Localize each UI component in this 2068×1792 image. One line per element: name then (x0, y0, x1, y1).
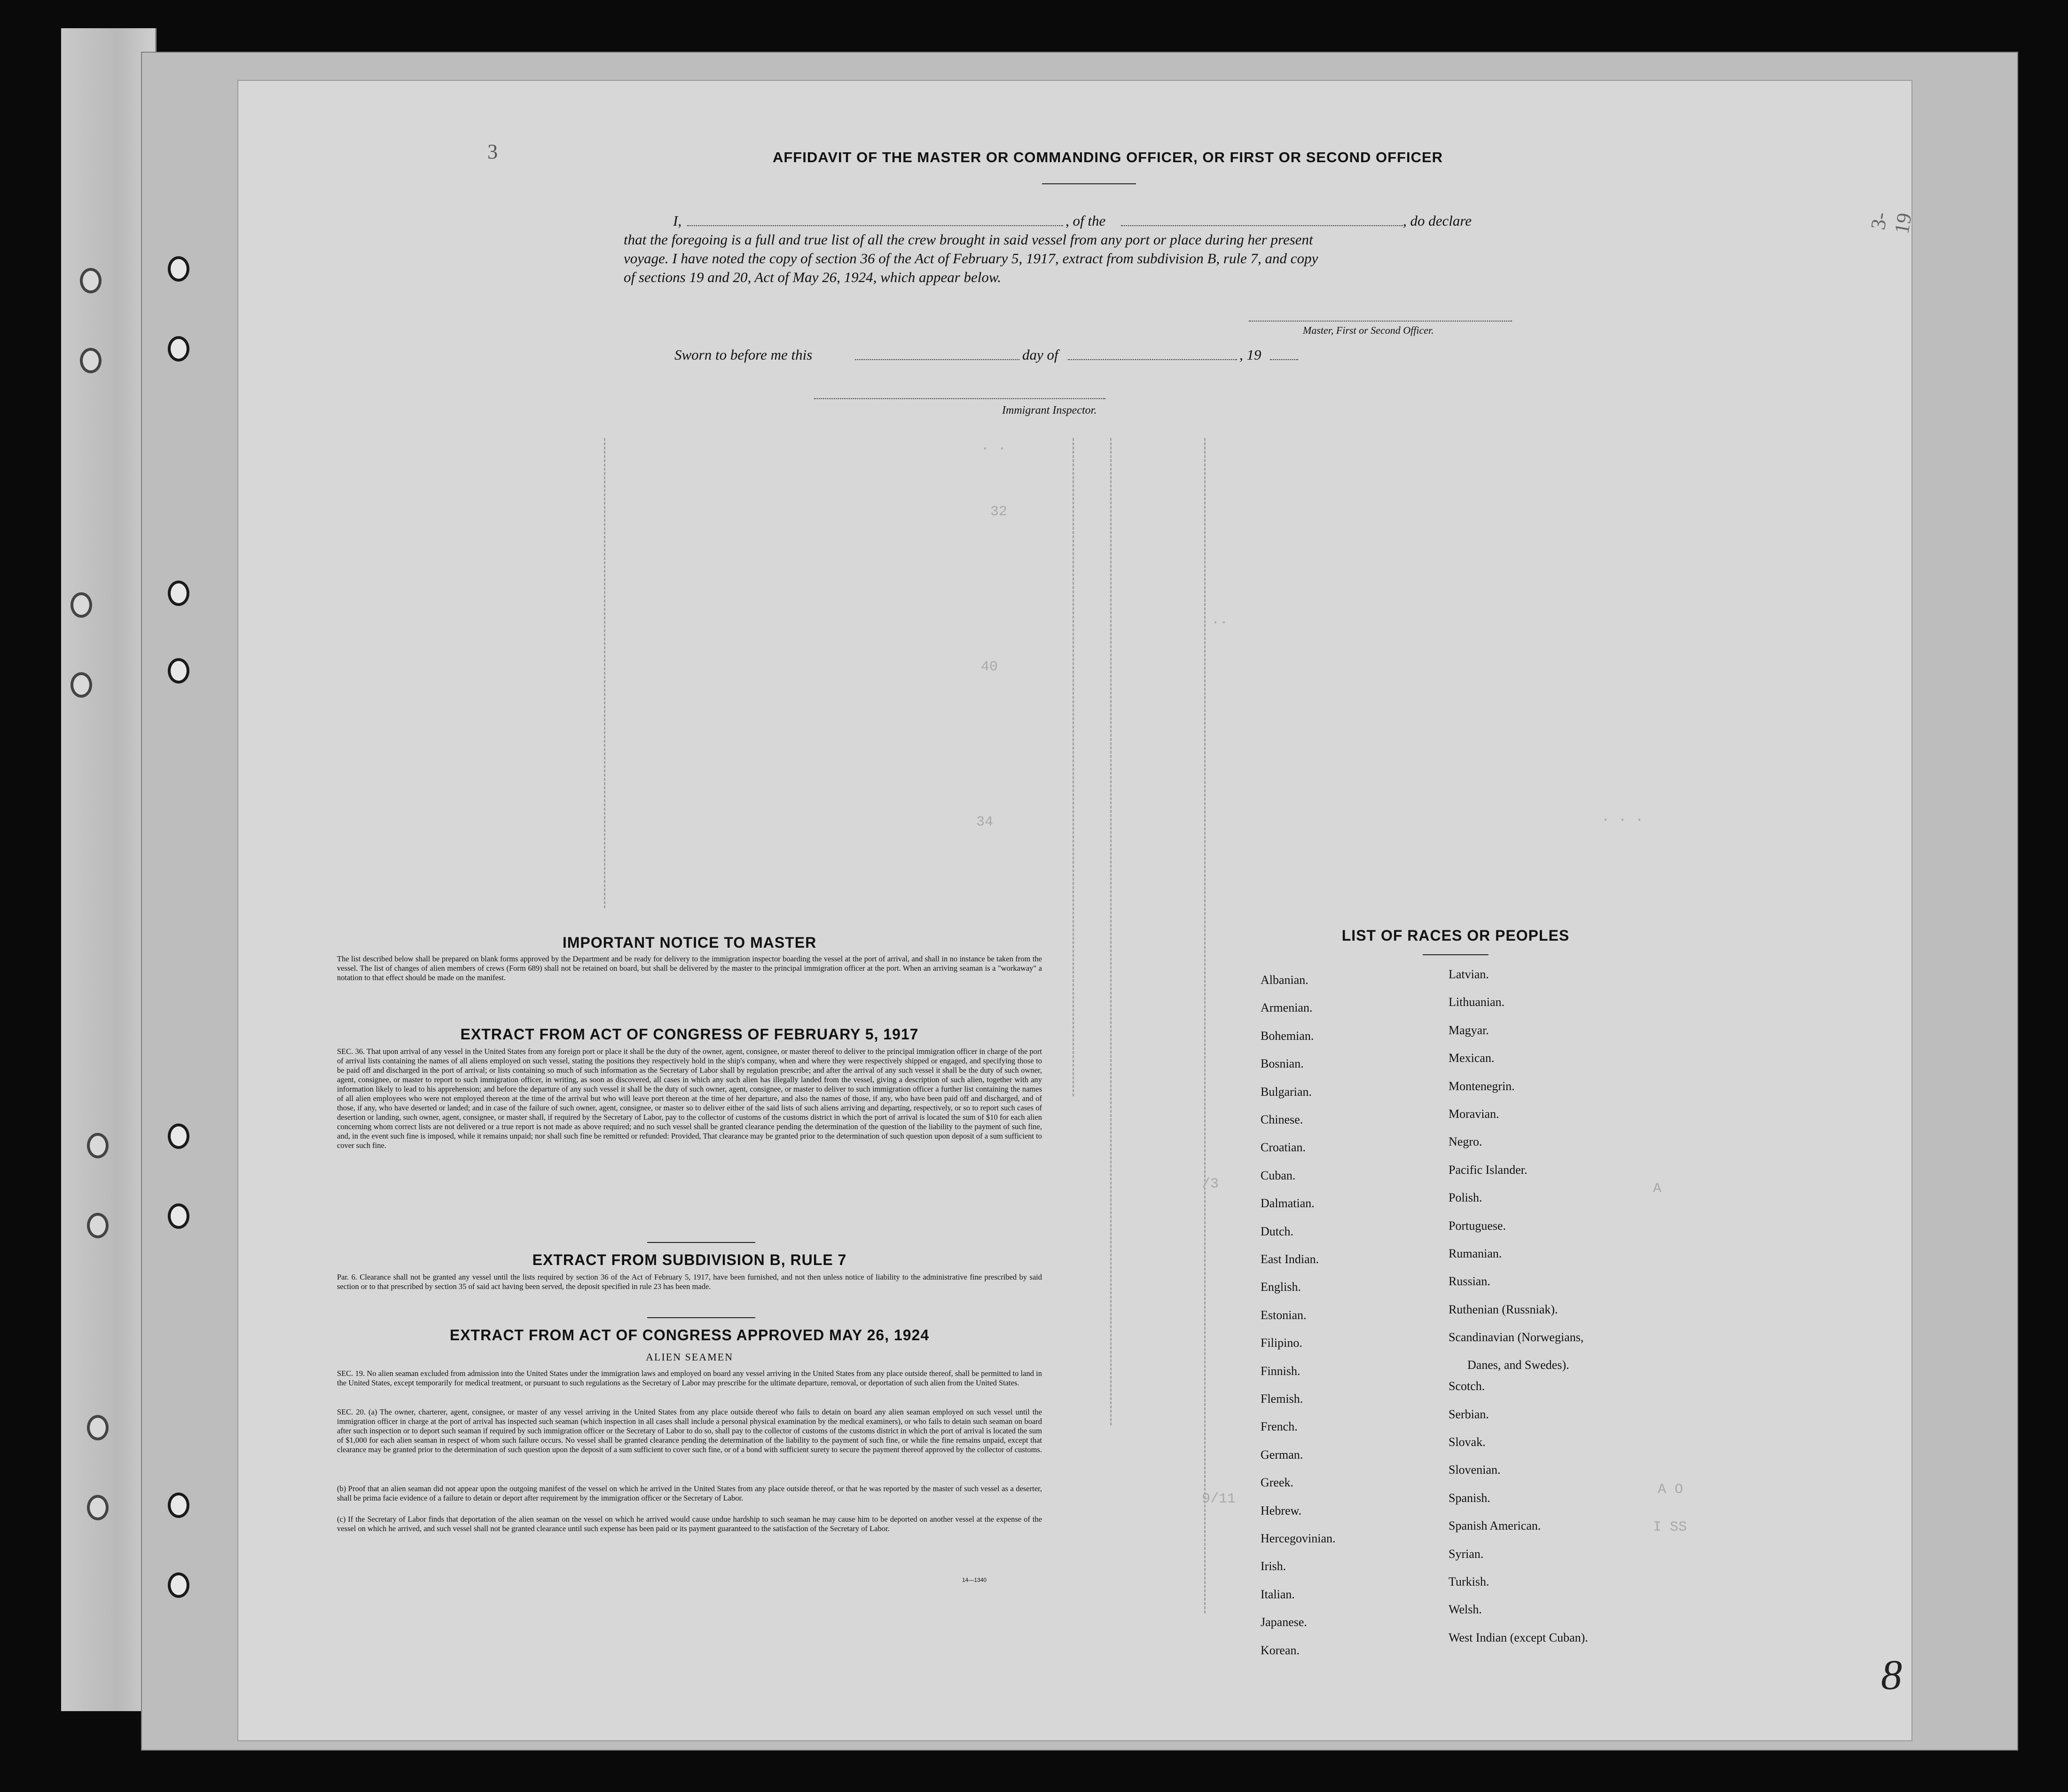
do-declare-label: , do declare (1403, 212, 1472, 229)
race-item: Portuguese. (1449, 1218, 1506, 1233)
year-line (1270, 359, 1298, 360)
race-item: Flemish. (1261, 1392, 1303, 1406)
race-item: Japanese. (1261, 1615, 1307, 1629)
section-divider (647, 1317, 755, 1318)
master-signature-line (1249, 321, 1512, 322)
punch-hole-icon (70, 672, 92, 698)
manifest-page (237, 80, 1916, 1741)
races-title: LIST OF RACES OR PEOPLES (1341, 927, 1570, 944)
race-item: Ruthenian (Russniak). (1449, 1302, 1558, 1316)
inspector-signature-line (814, 398, 1105, 399)
race-item: Armenian. (1261, 1001, 1313, 1015)
section-divider (647, 1242, 755, 1243)
punch-hole-icon (80, 268, 102, 293)
race-item: English. (1261, 1280, 1301, 1294)
rule7-title: EXTRACT FROM SUBDIVISION B, RULE 7 (532, 1251, 847, 1268)
sec20c-text: (c) If the Secretary of Labor finds that deportation of the alien seaman on the vessel on which he arrived would cause undue hardship to such seaman he may cause him to be deported on another vessel at the expense of the vessel on which he arrived, and such vessel shall not be granted clearance until such expense has been paid or its payment guaranteed to the satisfaction of the Secretary of Labor. (337, 1515, 1042, 1533)
sec19-text: SEC. 19. No alien seaman excluded from admission into the United States under the immigration laws and employed on board any vessel arriving in the United States from any place outside thereof, shall be permitted to land in the United States, except temporarily for medical treatment, or pursuant to such regulations as the Secretary of Labor may prescribe for the ultimate departure, removal, or deportation of such alien from the United States. (337, 1369, 1042, 1387)
extract-1924-title: EXTRACT FROM ACT OF CONGRESS APPROVED MAY 26, 1924 (449, 1327, 930, 1344)
punch-hole-icon (168, 581, 189, 606)
corner-mark-top-right: 3-19 (1866, 210, 1916, 236)
form-number: 14—1340 (962, 1577, 987, 1583)
bleed-column-line (1204, 438, 1206, 1613)
affidavit-body-2: voyage. I have noted the copy of section 36 of the Act of February 5, 1917, extract from subdivision B, rule 7, and copy (624, 250, 1318, 267)
race-item: Albanian. (1261, 973, 1308, 987)
affidavit-i-label: I, (673, 212, 682, 229)
race-item: Cuban. (1261, 1168, 1296, 1182)
notice-text: The list described below shall be prepared on blank forms approved by the Department and be ready for delivery to the immigration inspector boarding the vessel at the port of arrival, and shall in no instance be taken from the vessel. The list of changes of alien members of crews (Form 689) shall not be retained on board, but shall be delivered by the master to the principal immigration officer at the port. When an arriving seaman is a "workaway" a notation to that effect should be made on the manifest. (337, 954, 1042, 982)
punch-hole-icon (168, 1493, 189, 1518)
race-item: Spanish American. (1449, 1519, 1541, 1533)
punch-hole-icon (168, 1124, 189, 1149)
race-item: Negro. (1449, 1135, 1482, 1149)
bleed-mark: 32 (990, 504, 1008, 520)
punch-hole-icon (168, 256, 189, 282)
affidavit-title: AFFIDAVIT OF THE MASTER OR COMMANDING OFFICER, OR FIRST OR SECOND OFFICER (772, 149, 1443, 165)
race-item: Russian. (1449, 1274, 1490, 1289)
race-item: Hercegovinian. (1261, 1532, 1336, 1545)
bleed-mark: /3 (1202, 1176, 1219, 1192)
extract-1917-title: EXTRACT FROM ACT OF CONGRESS OF FEBRUARY 5, 1917 (460, 1026, 919, 1043)
inspector-label: Immigrant Inspector. (1002, 404, 1097, 417)
notice-title: IMPORTANT NOTICE TO MASTER (562, 934, 817, 951)
sworn-day-line (855, 359, 1019, 360)
race-item: Estonian. (1261, 1308, 1307, 1322)
race-item: Greek. (1261, 1476, 1294, 1490)
day-of-label: day of (1022, 346, 1058, 363)
sec20b-text: (b) Proof that an alien seaman did not appear upon the outgoing manifest of the vessel on which he arrived in the United States from any place outside thereof, or that he was reported by the master of such vessel as a deserter, shall be prima facie evidence of a failure to detain or deport after requirement by the immigration officer or the Secretary of Labor. (337, 1484, 1042, 1502)
race-item: Turkish. (1449, 1574, 1489, 1588)
sec20a-text: SEC. 20. (a) The owner, charterer, agent, consignee, or master of any vessel arriving in the United States from any place outside thereof who fails to detain on board any alien seaman employed on such vessel until the immigration officer in charge at the port of arrival has inspected such seaman (which inspection in all cases shall include a personal physical examination by the medical examiners), or who fails to detain such seaman on board after such inspection or to deport such seaman if required by such immigration officer or the Secretary of Labor to do so, shall pay to the collector of customs of the customs district in which the port of arrival is located the sum of $1,000 for each alien seaman in respect of whom such failure occurs. No vessel shall be granted clearance pending the determination of the liability to the payment of such fine, or while the fine remains unpaid, except that clearance may be granted prior to the determination of such question upon the deposit of a sum sufficient to cover such fine, or of a bond with sufficient surety to secure the payment thereof approved by the collector of customs. (337, 1407, 1042, 1454)
bleed-mark: . . (981, 438, 1007, 454)
punch-hole-icon (87, 1213, 109, 1238)
race-item: Montenegrin. (1449, 1079, 1515, 1093)
race-item: Scandinavian (Norwegians, (1449, 1330, 1584, 1344)
race-item: Hebrew. (1261, 1503, 1302, 1517)
punch-hole-icon (87, 1133, 109, 1158)
bleed-column-line (1110, 438, 1112, 1425)
sworn-label: Sworn to before me this (674, 346, 813, 363)
race-item: Rumanian. (1449, 1247, 1502, 1260)
race-item: Italian. (1261, 1587, 1295, 1601)
race-item: Magyar. (1449, 1023, 1489, 1037)
punch-hole-icon (168, 658, 189, 684)
race-item: Dalmatian. (1261, 1196, 1315, 1210)
race-item: Filipino. (1261, 1336, 1302, 1350)
bleed-mark: A O (1658, 1482, 1684, 1498)
race-item: Lithuanian. (1449, 995, 1505, 1009)
year-prefix-label: , 19 (1239, 346, 1261, 363)
punch-hole-icon (87, 1415, 109, 1440)
race-item: Irish. (1261, 1559, 1286, 1573)
race-item: Danes, and Swedes). (1467, 1358, 1569, 1372)
bleed-mark: 34 (976, 814, 994, 830)
race-item: Polish. (1449, 1191, 1482, 1205)
master-signature-label: Master, First or Second Officer. (1303, 324, 1434, 336)
race-item: Latvian. (1449, 967, 1489, 981)
race-item: Croatian. (1261, 1140, 1306, 1155)
race-item: French. (1261, 1420, 1298, 1434)
races-underline (1423, 954, 1488, 955)
affidavit-body-3: of sections 19 and 20, Act of May 26, 1924, which appear below. (624, 269, 1002, 285)
affidavit-body-1: that the foregoing is a full and true list of all the crew brought in said vessel from any port or place during her present (624, 231, 1313, 248)
bleed-mark: 40 (981, 659, 998, 675)
race-item: Bosnian. (1261, 1057, 1304, 1071)
race-item: Welsh. (1449, 1603, 1482, 1617)
bleed-mark: A (1653, 1181, 1662, 1197)
bleed-mark: I SS (1653, 1519, 1687, 1535)
race-item: Moravian. (1449, 1107, 1499, 1121)
race-item: Slovenian. (1449, 1463, 1501, 1477)
corner-mark-bottom-right: 8 (1881, 1652, 1902, 1698)
race-item: Scotch. (1449, 1379, 1485, 1393)
race-item: East Indian. (1261, 1252, 1319, 1266)
alien-seamen-subtitle: ALIEN SEAMEN (646, 1351, 733, 1363)
race-item: Dutch. (1261, 1224, 1294, 1238)
rule7-text: Par. 6. Clearance shall not be granted any vessel until the lists required by section 36 of the Act of February 5, 1917, have been furnished, and not then unless notice of liability to the administrative fine prescribed by said section or to that prescribed by section 35 of said act having been served, the deposit specified in rule 23 has been made. (337, 1273, 1042, 1291)
title-underline (1042, 183, 1136, 184)
vessel-line (1121, 225, 1403, 226)
punch-hole-icon (87, 1495, 109, 1520)
race-item: West Indian (except Cuban). (1449, 1630, 1588, 1644)
race-item: Pacific Islander. (1449, 1163, 1528, 1177)
punch-hole-icon (168, 1572, 189, 1598)
race-item: German. (1261, 1447, 1303, 1462)
bleed-mark: 9/11 (1202, 1491, 1236, 1507)
punch-hole-icon (168, 1203, 189, 1229)
race-item: Bulgarian. (1261, 1085, 1312, 1099)
punch-hole-icon (168, 336, 189, 362)
sworn-month-line (1068, 359, 1237, 360)
bleed-mark: . . . (1601, 810, 1644, 825)
race-item: Spanish. (1449, 1491, 1490, 1505)
race-item: Finnish. (1261, 1364, 1300, 1378)
race-item: Slovak. (1449, 1435, 1486, 1449)
name-line (687, 225, 1063, 226)
race-item: Chinese. (1261, 1113, 1303, 1126)
race-item: Mexican. (1449, 1051, 1495, 1065)
punch-hole-icon (70, 592, 92, 618)
race-item: Serbian. (1449, 1407, 1489, 1421)
extract-1917-text: SEC. 36. That upon arrival of any vessel in the United States from any foreign port or place it shall be the duty of the owner, agent, consignee, or master thereof to deliver to the principal immigration officer in charge of the port of arrival lists containing the names of all aliens employed on such vessel, stating the positions they respectively hold in the ship's company, when and where they were respectively shipped or engaged, and specifying those to be paid off and discharged in the port of arrival; or lists containing so much of such information as the Secretary of Labor shall by regulation prescribe; and after the arrival of any such vessel it shall be the duty of such owner, agent, consignee, or master to report to such immigration officer, in writing, as soon as discovered, all cases in which any such alien has illegally landed from the vessel, giving a description of such alien, together with any information likely to lead to his apprehension; and before the departure of any such vessel it shall be the duty of such owner, agent, consignee, or master to deliver to such immigration officer a further list containing the names of all alien employees who were not employed thereon at the time of the arrival but who will leave port thereon at the time of her departure, and also the names of those, if any, who have been paid off and discharged, and of those, if any, who have deserted or landed; and in case of the failure of such owner, agent, consignee, or master so to deliver either of the said lists of such aliens arriving and departing, respectively, or so to report such cases of desertion or landing, such owner, agent, consignee, or master shall, if required by the Secretary of Labor, pay to the collector of customs of the customs district in which the port of arrival is located the sum of $10 for each alien concerning whom correct lists are not delivered or a true report is not made as above required; and no such vessel shall be granted clearance pending the determination of the question of the liability to the payment of such fine, and, in the event such fine is imposed, while it remains unpaid; nor shall such fine be remitted or refunded: Provided, That clearance may be granted prior to the determination of such question upon deposit of a sum sufficient to cover such fine. (337, 1047, 1042, 1150)
bleed-column-line (1073, 438, 1074, 1096)
bleed-mark: .. (1211, 612, 1229, 628)
race-item: Bohemian. (1261, 1029, 1314, 1043)
race-item: Korean. (1261, 1643, 1300, 1657)
punch-hole-icon (80, 348, 102, 373)
race-item: Syrian. (1449, 1547, 1484, 1561)
bleed-column-line (604, 438, 605, 908)
of-the-label: , of the (1065, 212, 1106, 229)
corner-mark-top-left: 3 (487, 140, 498, 163)
